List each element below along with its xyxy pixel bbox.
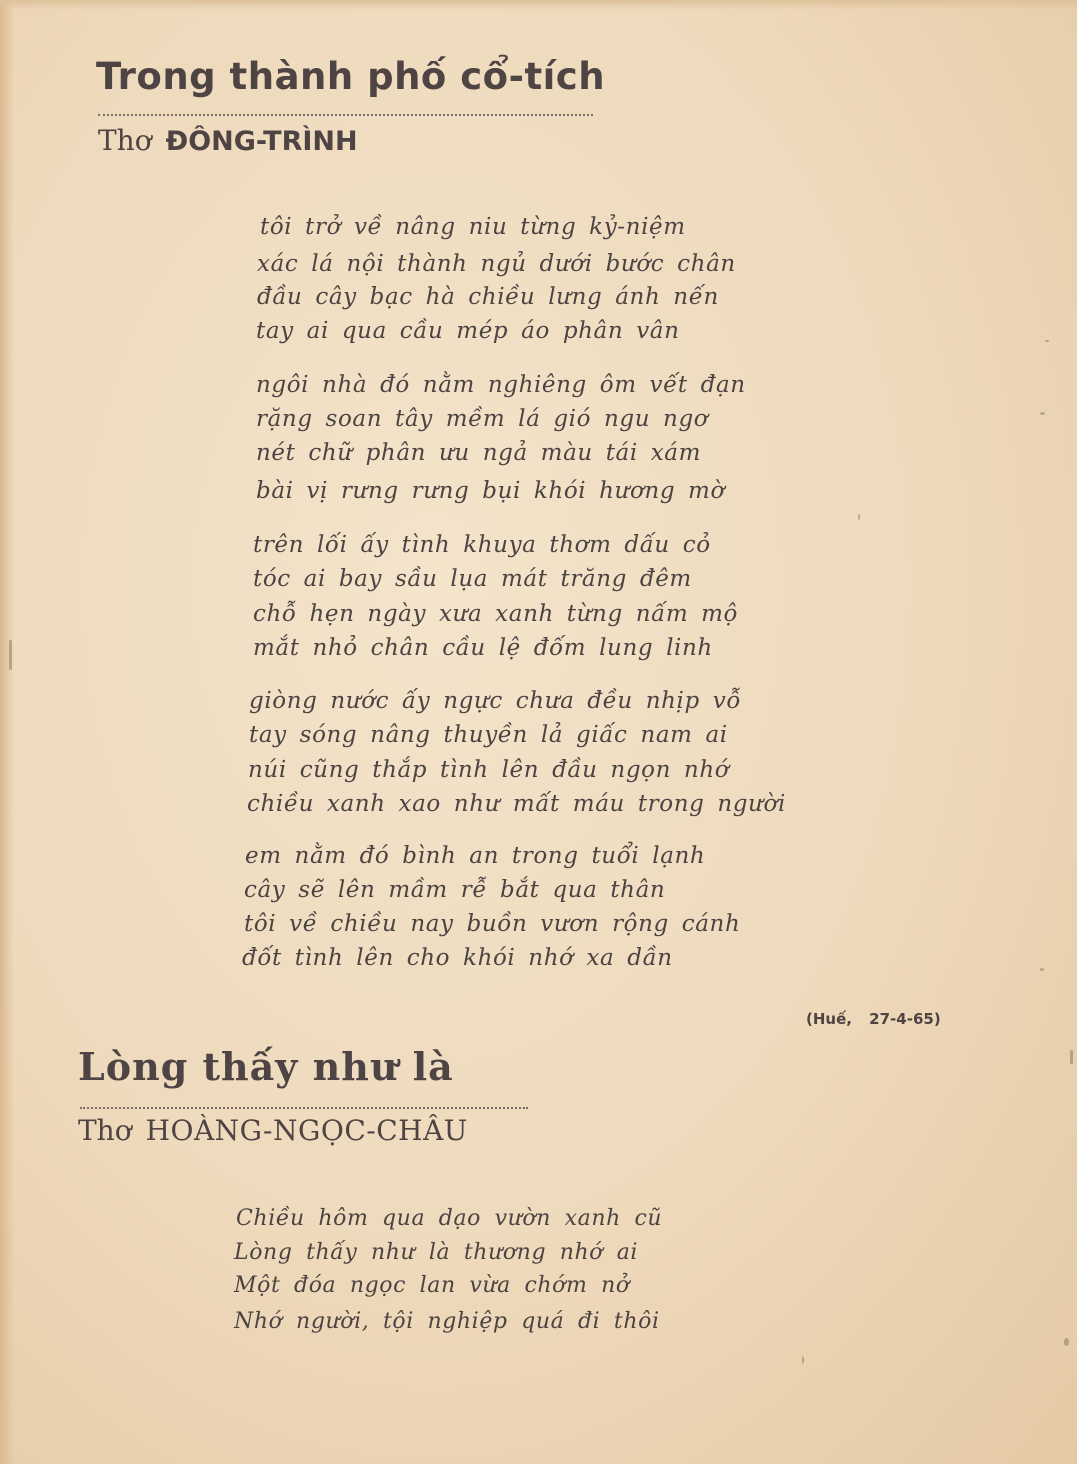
verse-line: cây sẽ lên mầm rễ bắt qua thân [244,877,666,903]
verse-line: tay ai qua cầu mép áo phân vân [256,318,680,344]
verse-line: chiều xanh xao như mất máu trong người [247,791,786,817]
verse-line: bài vị rưng rưng bụi khói hương mờ [256,478,725,504]
paper-speck [1070,1050,1073,1064]
verse-line: chỗ hẹn ngày xưa xanh từng nấm mộ [253,601,738,627]
verse-line: mắt nhỏ chân cầu lệ đốm lung linh [253,635,713,661]
author-name: HOÀNG-NGỌC-CHÂU [145,1114,468,1147]
verse-line: đầu cây bạc hà chiều lưng ánh nến [257,284,719,310]
verse-line: đốt tình lên cho khói nhớ xa dần [242,945,673,971]
poem-dateline: (Huế, 27-4-65) [806,1010,941,1028]
author-name: ĐÔNG-TRÌNH [165,126,358,157]
page-top-shadow [0,0,1077,10]
verse-line: nét chữ phân ưu ngả màu tái xám [256,440,702,466]
verse-line: tay sóng nâng thuyền lả giấc nam ai [249,722,728,748]
verse-line: núi cũng thắp tình lên đầu ngọn nhớ [248,757,730,783]
verse-line: trên lối ấy tình khuya thơm dấu cỏ [253,532,711,558]
verse-line: ngôi nhà đó nằm nghiêng ôm vết đạn [256,372,746,398]
poem-title: Lòng thấy như là [78,1044,454,1089]
verse-line: tôi trở về nâng niu từng kỷ-niệm [260,214,686,240]
verse-line: giòng nước ấy ngực chưa đều nhịp vỗ [249,688,741,714]
verse-line: tóc ai bay sầu lụa mát trăng đêm [253,566,692,592]
title-divider [80,1107,528,1109]
paper-speck [858,514,860,520]
title-divider [98,114,593,116]
verse-line: Nhớ người, tội nghiệp quá đi thôi [234,1309,660,1334]
poem-author [78,1114,468,1147]
poem-title: Trong thành phố cổ-tích [96,55,606,98]
verse-line: Lòng thấy như là thương nhớ ai [234,1240,639,1265]
paper-speck [1040,968,1044,971]
paper-speck [1064,1338,1069,1346]
page-edge-shadow [0,0,14,1464]
verse-line: xác lá nội thành ngủ dưới bước chân [257,251,736,277]
paper-speck [1045,340,1049,342]
verse-line: Chiều hôm qua dạo vườn xanh cũ [236,1206,663,1231]
verse-line: Một đóa ngọc lan vừa chớm nở [234,1273,630,1298]
verse-line: rặng soan tây mềm lá gió ngu ngơ [256,406,709,432]
paper-speck [802,1356,804,1364]
author-prefix: Thơ [78,1114,132,1147]
author-prefix: Thơ [98,124,152,157]
paper-speck [9,640,12,670]
paper-speck [1040,412,1045,415]
verse-line: em nằm đó bình an trong tuổi lạnh [245,843,706,869]
poem-author [98,124,358,157]
verse-line: tôi về chiều nay buồn vươn rộng cánh [244,911,741,937]
